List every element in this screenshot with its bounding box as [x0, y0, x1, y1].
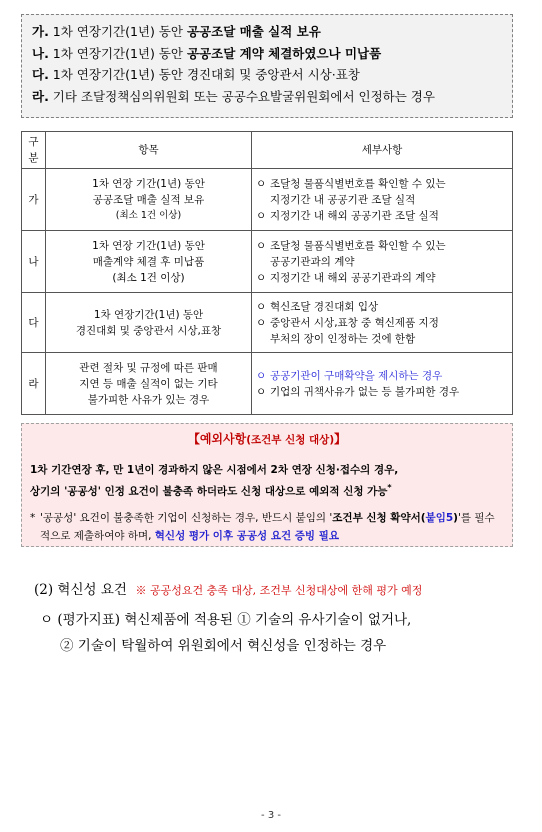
- header-category: 구분: [22, 132, 46, 169]
- row-item: 1차 연장 기간(1년) 동안 매출계약 체결 후 미납품 (최소 1건 이상): [46, 231, 252, 293]
- row-item: 1차 연장기간(1년) 동안 경진대회 및 중앙관서 시상,표창: [46, 293, 252, 353]
- row-code: 나: [22, 231, 46, 293]
- row-details: ㅇ 조달청 물품식별번호를 확인할 수 있는 지정기간 내 공공기관 조달 실적 ㅇ 지정기간 내 해외 공공기관 조달 실적: [252, 169, 513, 231]
- criteria-table: [21, 131, 513, 415]
- page-number: - 3 -: [261, 810, 281, 821]
- row-code: 가: [22, 169, 46, 231]
- exception-note: * '공공성' 요건이 불충족한 기업이 신청하는 경우, 반드시 붙임의 '조건부 신청 확약서(붙임5)'를 필수적으로 제출하여야 하며, 혁신성 평가 이후 공공성 요건 증빙 필요: [30, 511, 495, 542]
- row-item: 관련 절차 및 규정에 따른 판매 지연 등 매출 실적이 없는 기타 불가피한 사유가 있는 경우: [46, 353, 252, 415]
- exception-box: [21, 423, 513, 547]
- header-item: 항목: [46, 132, 252, 169]
- exception-body: 1차 기간연장 후, 만 1년이 경과하지 않은 시점에서 2차 연장 신청·접수의 경우, 상기의 '공공성' 인정 요건이 불충족 하더라도 신청 대상으로 예외적 신청 가능*: [30, 464, 399, 498]
- criteria-item-ra: 라. 기타 조달정책심의위원회 또는 공공수요발굴위원회에서 인정하는 경우: [32, 88, 435, 104]
- criteria-box: [21, 14, 513, 118]
- row-item: 1차 연장 기간(1년) 동안 공공조달 매출 실적 보유 (최소 1건 이상): [46, 169, 252, 231]
- criteria-item-na: 나. 1차 연장기간(1년) 동안 공공조달 계약 체결하였으나 미납품: [32, 45, 382, 61]
- table-row: [22, 353, 513, 415]
- row-details: ㅇ 공공기관이 구매확약을 제시하는 경우 ㅇ 기업의 귀책사유가 없는 등 불가피한 경우: [252, 353, 513, 415]
- row-details: ㅇ 혁신조달 경진대회 입상 ㅇ 중앙관서 시상,표창 중 혁신제품 지정 부처의 장이 인정하는 것에 한함: [252, 293, 513, 353]
- table-row: [22, 231, 513, 293]
- table-header-row: [22, 132, 513, 169]
- header-details: 세부사항: [252, 132, 513, 169]
- table-row: [22, 293, 513, 353]
- criteria-item-da: 다. 1차 연장기간(1년) 동안 경진대회 및 중앙관서 시상·표창: [32, 67, 360, 82]
- row-code: 라: [22, 353, 46, 415]
- section-3-paragraph: ㅇ (평가지표) 혁신제품에 적용된 ① 기술의 유사기술이 없거나, ② 기술이 탁월하여 위원회에서 혁신성을 인정하는 경우: [40, 612, 412, 654]
- row-details: ㅇ 조달청 물품식별번호를 확인할 수 있는 공공기관과의 계약 ㅇ 지정기간 내 해외 공공기관과의 계약: [252, 231, 513, 293]
- exception-title: 【예외사항(조건부 신청 대상)】: [187, 432, 347, 446]
- section-2-heading: (2) 혁신성 요건 ※ 공공성요건 충족 대상, 조건부 신청대상에 한해 평가 예정: [34, 582, 423, 598]
- table-row: [22, 169, 513, 231]
- criteria-item-ga: 가. 1차 연장기간(1년) 동안 공공조달 매출 실적 보유: [32, 24, 321, 39]
- section-2-note: ※ 공공성요건 충족 대상, 조건부 신청대상에 한해 평가 예정: [135, 584, 423, 597]
- row-code: 다: [22, 293, 46, 353]
